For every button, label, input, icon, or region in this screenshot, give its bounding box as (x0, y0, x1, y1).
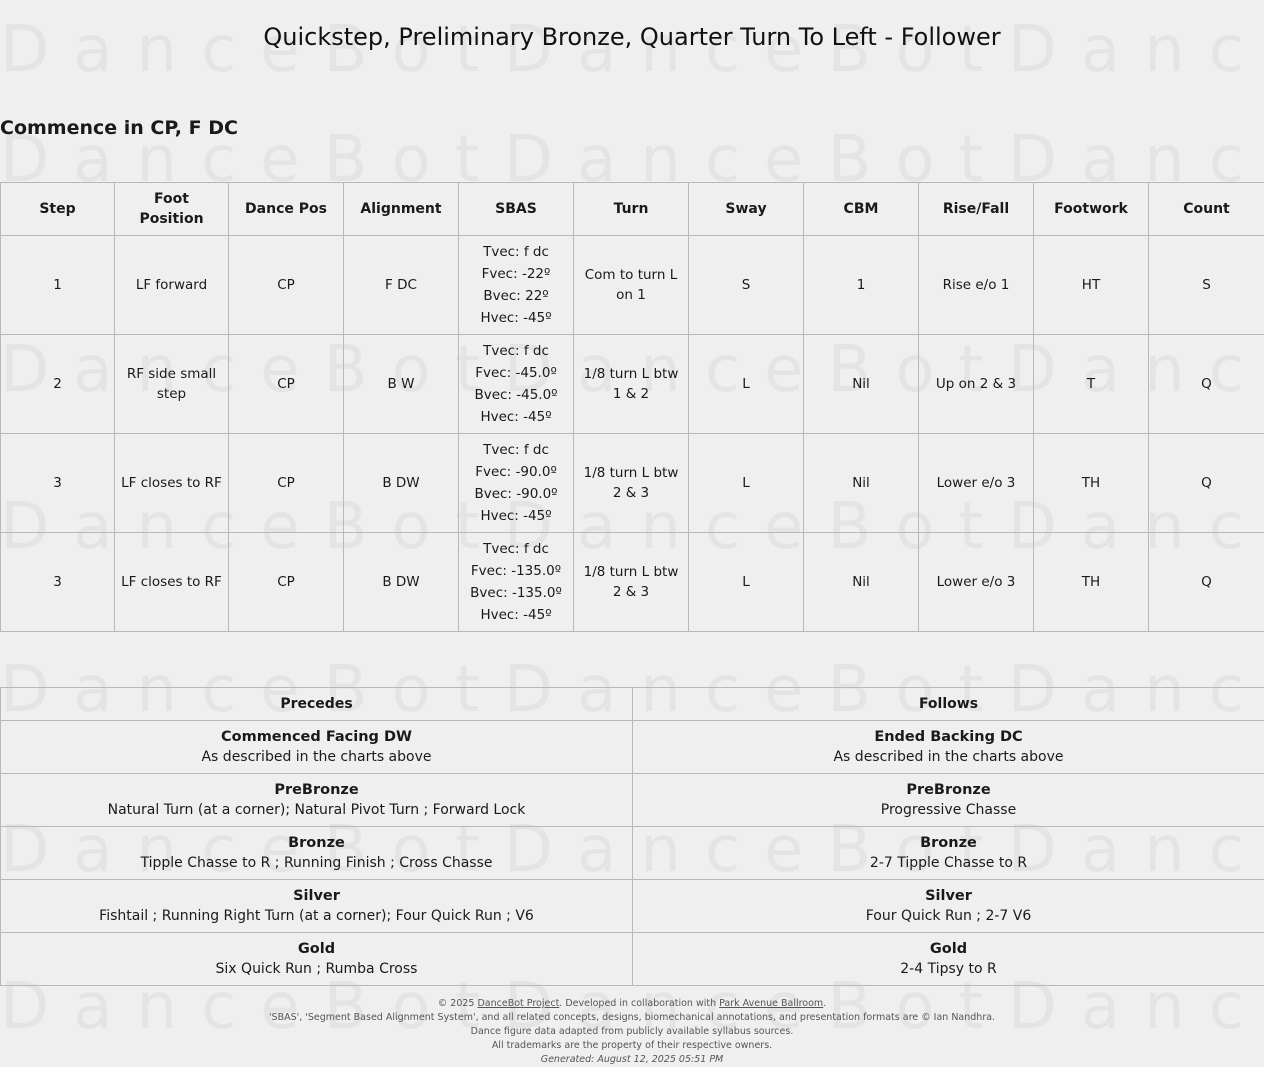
footer-collab-text: . Developed in collaboration with (559, 998, 719, 1009)
follows-figures: 2-7 Tipple Chasse to R (639, 853, 1258, 873)
relations-row (1, 827, 1264, 880)
sbas-tvec: Tvec: f dc (465, 439, 567, 461)
cell-turn: 1/8 turn L btw 2 & 3 (574, 434, 689, 533)
cell-count: Q (1149, 335, 1264, 434)
cell-turn: Com to turn L on 1 (574, 236, 689, 335)
relations-row (1, 774, 1264, 827)
precedes-figures: Tipple Chasse to R ; Running Finish ; Cross Chasse (7, 853, 626, 873)
sbas-bvec: Bvec: -90.0º (465, 483, 567, 505)
cell-cbm: Nil (804, 335, 919, 434)
col-header-alignment: Alignment (344, 183, 459, 236)
cell-sway: L (689, 434, 804, 533)
precedes-cell (1, 933, 633, 986)
cell-sbas (459, 434, 574, 533)
sbas-fvec: Fvec: -90.0º (465, 461, 567, 483)
footer-copyright-line (0, 997, 1264, 1011)
cell-step: 2 (1, 335, 115, 434)
precedes-level: PreBronze (7, 780, 626, 800)
precedes-figures: Natural Turn (at a corner); Natural Pivot Turn ; Forward Lock (7, 800, 626, 820)
col-header-cbm: CBM (804, 183, 919, 236)
cell-footwork: TH (1034, 533, 1149, 632)
sbas-tvec: Tvec: f dc (465, 241, 567, 263)
precedes-figures: Fishtail ; Running Right Turn (at a corner); Four Quick Run ; V6 (7, 906, 626, 926)
sbas-hvec: Hvec: -45º (465, 406, 567, 428)
cell-sbas (459, 236, 574, 335)
sbas-bvec: Bvec: -45.0º (465, 384, 567, 406)
precedes-cell (1, 827, 633, 880)
cell-foot-position: LF forward (115, 236, 229, 335)
cell-foot-position: LF closes to RF (115, 434, 229, 533)
cell-alignment: F DC (344, 236, 459, 335)
sbas-hvec: Hvec: -45º (465, 604, 567, 626)
follows-cell (633, 721, 1264, 774)
follows-level: Bronze (639, 833, 1258, 853)
cell-cbm: 1 (804, 236, 919, 335)
relations-header-row (1, 688, 1264, 721)
cell-step: 3 (1, 533, 115, 632)
cell-count: Q (1149, 533, 1264, 632)
cell-sway: L (689, 533, 804, 632)
cell-sway: S (689, 236, 804, 335)
follows-figures: As described in the charts above (639, 747, 1258, 767)
cell-alignment: B W (344, 335, 459, 434)
precedes-header: Precedes (1, 688, 633, 721)
cell-dance-pos: CP (229, 434, 344, 533)
col-header-foot-position: Foot Position (115, 183, 229, 236)
precedes-figures: As described in the charts above (7, 747, 626, 767)
cell-foot-position: LF closes to RF (115, 533, 229, 632)
precedes-figures: Six Quick Run ; Rumba Cross (7, 959, 626, 979)
relations-row (1, 933, 1264, 986)
cell-turn: 1/8 turn L btw 1 & 2 (574, 335, 689, 434)
follows-figures: Four Quick Run ; 2-7 V6 (639, 906, 1258, 926)
col-header-sbas: SBAS (459, 183, 574, 236)
commence-heading: Commence in CP, F DC (0, 116, 238, 140)
table-row (1, 434, 1264, 533)
cell-rise-fall: Up on 2 & 3 (919, 335, 1034, 434)
cell-footwork: TH (1034, 434, 1149, 533)
sbas-hvec: Hvec: -45º (465, 505, 567, 527)
cell-cbm: Nil (804, 533, 919, 632)
footer (0, 997, 1264, 1067)
precedes-level: Commenced Facing DW (7, 727, 626, 747)
precedes-follows-table (0, 687, 1264, 986)
table-row (1, 533, 1264, 632)
table-row (1, 335, 1264, 434)
table-row (1, 236, 1264, 335)
cell-sbas (459, 533, 574, 632)
sbas-fvec: Fvec: -45.0º (465, 362, 567, 384)
relations-row (1, 721, 1264, 774)
footer-period: . (823, 998, 826, 1009)
follows-level: Ended Backing DC (639, 727, 1258, 747)
steps-header-row (1, 183, 1264, 236)
park-avenue-ballroom-link[interactable]: Park Avenue Ballroom (719, 998, 823, 1009)
cell-count: S (1149, 236, 1264, 335)
cell-cbm: Nil (804, 434, 919, 533)
follows-level: Silver (639, 886, 1258, 906)
cell-footwork: HT (1034, 236, 1149, 335)
follows-figures: 2-4 Tipsy to R (639, 959, 1258, 979)
cell-sway: L (689, 335, 804, 434)
follows-level: PreBronze (639, 780, 1258, 800)
precedes-level: Silver (7, 886, 626, 906)
cell-footwork: T (1034, 335, 1149, 434)
cell-turn: 1/8 turn L btw 2 & 3 (574, 533, 689, 632)
sbas-hvec: Hvec: -45º (465, 307, 567, 329)
sbas-fvec: Fvec: -22º (465, 263, 567, 285)
dancebot-project-link[interactable]: DanceBot Project (477, 998, 559, 1009)
col-header-footwork: Footwork (1034, 183, 1149, 236)
cell-count: Q (1149, 434, 1264, 533)
cell-rise-fall: Lower e/o 3 (919, 434, 1034, 533)
precedes-level: Gold (7, 939, 626, 959)
footer-data-source: Dance figure data adapted from publicly available syllabus sources. (0, 1025, 1264, 1039)
cell-foot-position: RF side small step (115, 335, 229, 434)
precedes-cell (1, 880, 633, 933)
cell-alignment: B DW (344, 434, 459, 533)
precedes-cell (1, 721, 633, 774)
footer-sbas-notice: 'SBAS', 'Segment Based Alignment System', and all related concepts, designs, biomechanical annotations, and presentation formats are © Ian Nandhra. (0, 1011, 1264, 1025)
cell-dance-pos: CP (229, 335, 344, 434)
sbas-tvec: Tvec: f dc (465, 340, 567, 362)
col-header-count: Count (1149, 183, 1264, 236)
relations-row (1, 880, 1264, 933)
follows-cell (633, 827, 1264, 880)
precedes-cell (1, 774, 633, 827)
precedes-level: Bronze (7, 833, 626, 853)
col-header-sway: Sway (689, 183, 804, 236)
cell-alignment: B DW (344, 533, 459, 632)
sbas-fvec: Fvec: -135.0º (465, 560, 567, 582)
follows-header: Follows (633, 688, 1264, 721)
page-title: Quickstep, Preliminary Bronze, Quarter Turn To Left - Follower (0, 0, 1264, 56)
col-header-turn: Turn (574, 183, 689, 236)
follows-figures: Progressive Chasse (639, 800, 1258, 820)
follows-level: Gold (639, 939, 1258, 959)
col-header-step: Step (1, 183, 115, 236)
steps-table (0, 182, 1264, 632)
cell-rise-fall: Lower e/o 3 (919, 533, 1034, 632)
cell-step: 3 (1, 434, 115, 533)
follows-cell (633, 933, 1264, 986)
col-header-dance-pos: Dance Pos (229, 183, 344, 236)
cell-sbas (459, 335, 574, 434)
follows-cell (633, 880, 1264, 933)
sbas-bvec: Bvec: 22º (465, 285, 567, 307)
cell-dance-pos: CP (229, 533, 344, 632)
cell-dance-pos: CP (229, 236, 344, 335)
follows-cell (633, 774, 1264, 827)
sbas-tvec: Tvec: f dc (465, 538, 567, 560)
footer-copyright: © 2025 (438, 998, 478, 1009)
col-header-rise-fall: Rise/Fall (919, 183, 1034, 236)
cell-rise-fall: Rise e/o 1 (919, 236, 1034, 335)
footer-generated: Generated: August 12, 2025 05:51 PM (0, 1053, 1264, 1067)
sbas-bvec: Bvec: -135.0º (465, 582, 567, 604)
footer-trademarks: All trademarks are the property of their respective owners. (0, 1039, 1264, 1053)
cell-step: 1 (1, 236, 115, 335)
